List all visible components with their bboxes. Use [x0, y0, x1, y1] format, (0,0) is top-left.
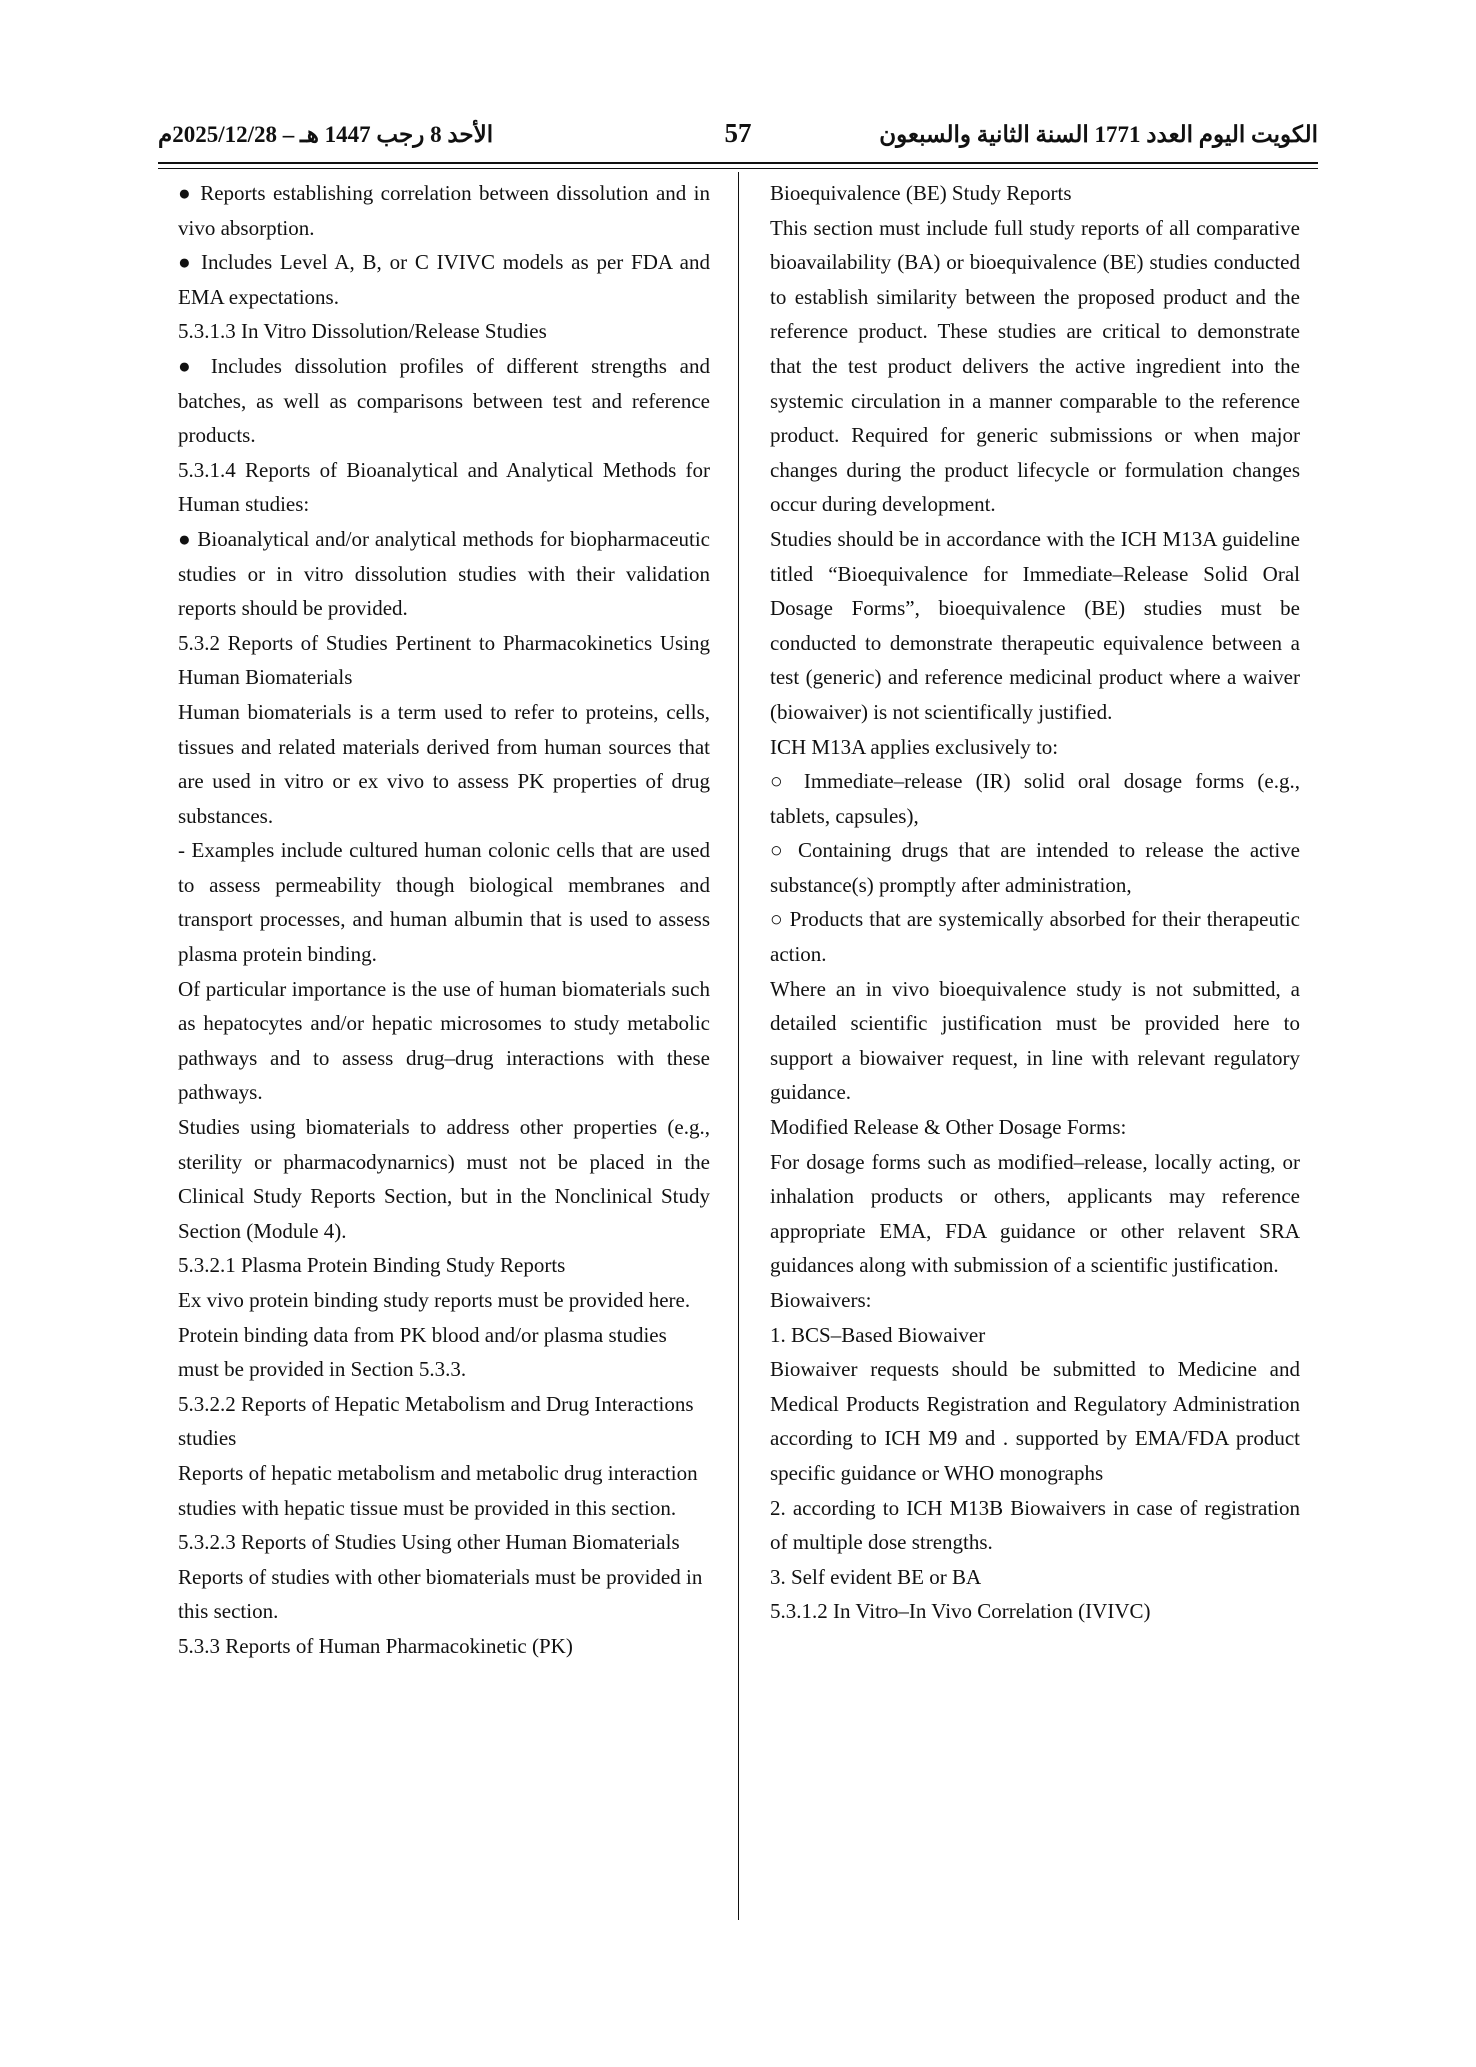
- list-item: ○ Containing drugs that are intended to release the active substance(s) promptly after administration,: [770, 838, 1300, 897]
- section-heading: 5.3.2.1 Plasma Protein Binding Study Reports: [178, 1253, 566, 1278]
- section-heading: 5.3.2.2 Reports of Hepatic Metabolism and Drug Interactions studies: [178, 1391, 694, 1451]
- column-divider: [738, 172, 739, 1920]
- paragraph: Ex vivo protein binding study reports must be provided here. Protein binding data from PK blood and/or plasma studies must be provided in Section 5.3.3.: [178, 1288, 691, 1382]
- list-item: ○ Products that are systemically absorbed for their therapeutic action.: [770, 907, 1300, 967]
- paragraph: ● Includes dissolution profiles of different strengths and batches, as well as comparisons between test and reference products.: [178, 353, 710, 448]
- header-rule-thin: [158, 168, 1318, 169]
- right-column: [770, 176, 1300, 1629]
- paragraph: Of particular importance is the use of human biomaterials such as hepatocytes and/or hepatic microsomes to study metabolic pathways and to assess drug–drug interactions with these pathways.: [178, 976, 710, 1105]
- section-heading: 5.3.2.3 Reports of Studies Using other Human Biomaterials: [178, 1530, 680, 1555]
- header-publication-info: الكويت اليوم العدد 1771 السنة الثانية والسبعون: [879, 122, 1318, 147]
- page-header: [158, 118, 1318, 160]
- paragraph: Reports of hepatic metabolism and metabolic drug interaction studies with hepatic tissue must be provided in this section.: [178, 1460, 698, 1520]
- list-item: 3. Self evident BE or BA: [770, 1564, 982, 1589]
- section-heading: Biowaivers:: [770, 1288, 872, 1312]
- paragraph: Reports of studies with other biomaterials must be provided in this section.: [178, 1564, 703, 1624]
- paragraph: This section must include full study reports of all comparative bioavailability (BA) or bioequivalence (BE) studies conducted to establish similarity between the proposed product and the reference product. These studies are critical to demonstrate that the test product delivers the active ingredient into the systemic circulation in a manner comparable to the reference product. Required for generic submissions or when major changes during the product lifecycle or formulation changes occur during development.: [770, 215, 1300, 517]
- paragraph: Biowaiver requests should be submitted to Medicine and Medical Products Registration and Regulatory Administration according to ICH M9 and . supported by EMA/FDA product specific guidance or WHO monographs: [770, 1357, 1300, 1485]
- list-item: 1. BCS–Based Biowaiver: [770, 1322, 986, 1347]
- page-number: 57: [724, 118, 752, 148]
- header-date: الأحد 8 رجب 1447 هـ – 2025/12/28م: [158, 122, 494, 147]
- paragraph: - Examples include cultured human colonic cells that are used to assess permeability though biological membranes and transport processes, and human albumin that is used to assess plasma protein binding.: [178, 838, 710, 967]
- paragraph: Human biomaterials is a term used to refer to proteins, cells, tissues and related materials derived from human sources that are used in vitro or ex vivo to assess PK properties of drug substances.: [178, 699, 710, 828]
- left-column: [178, 176, 710, 1664]
- paragraph: Studies should be in accordance with the ICH M13A guideline titled “Bioequivalence for Immediate–Release Solid Oral Dosage Forms”, bioequivalence (BE) studies must be conducted to demonstrate therapeutic equivalence between a test (generic) and reference medicinal product where a waiver (biowaiver) is not scientifically justified.: [770, 526, 1300, 724]
- paragraph: ICH M13A applies exclusively to:: [770, 734, 1059, 759]
- paragraph: ● Includes Level A, B, or C IVIVC models as per FDA and EMA expectations.: [178, 250, 710, 309]
- paragraph: ● Reports establishing correlation between dissolution and in vivo absorption.: [178, 181, 710, 240]
- paragraph: Studies using biomaterials to address other properties (e.g., sterility or pharmacodynarnics) must not be placed in the Clinical Study Reports Section, but in the Nonclinical Study Section (Module 4).: [178, 1115, 710, 1243]
- paragraph: For dosage forms such as modified–release, locally acting, or inhalation products or others, applicants may reference appropriate EMA, FDA guidance or other relavent SRA guidances along with submission of a scientific justification.: [770, 1149, 1300, 1278]
- paragraph: ● Bioanalytical and/or analytical methods for biopharmaceutic studies or in vitro dissolution studies with their validation reports should be provided.: [178, 526, 710, 621]
- section-heading: 5.3.3 Reports of Human Pharmacokinetic (PK): [178, 1633, 573, 1658]
- section-heading: Modified Release & Other Dosage Forms:: [770, 1115, 1127, 1140]
- section-heading: 5.3.1.4 Reports of Bioanalytical and Analytical Methods for Human studies:: [178, 457, 710, 517]
- paragraph: Where an in vivo bioequivalence study is not submitted, a detailed scientific justification must be provided here to support a biowaiver request, in line with relevant regulatory guidance.: [770, 976, 1300, 1105]
- list-item: ○ Immediate–release (IR) solid oral dosage forms (e.g., tablets, capsules),: [770, 769, 1300, 828]
- header-rule-thick: [158, 162, 1318, 164]
- section-heading: 5.3.2 Reports of Studies Pertinent to Pharmacokinetics Using Human Biomaterials: [178, 630, 710, 690]
- list-item: 2. according to ICH M13B Biowaivers in case of registration of multiple dose strengths.: [770, 1495, 1300, 1555]
- section-heading: Bioequivalence (BE) Study Reports: [770, 181, 1072, 205]
- section-heading: 5.3.1.3 In Vitro Dissolution/Release Studies: [178, 319, 547, 344]
- section-heading: 5.3.1.2 In Vitro–In Vivo Correlation (IVIVC): [770, 1599, 1151, 1624]
